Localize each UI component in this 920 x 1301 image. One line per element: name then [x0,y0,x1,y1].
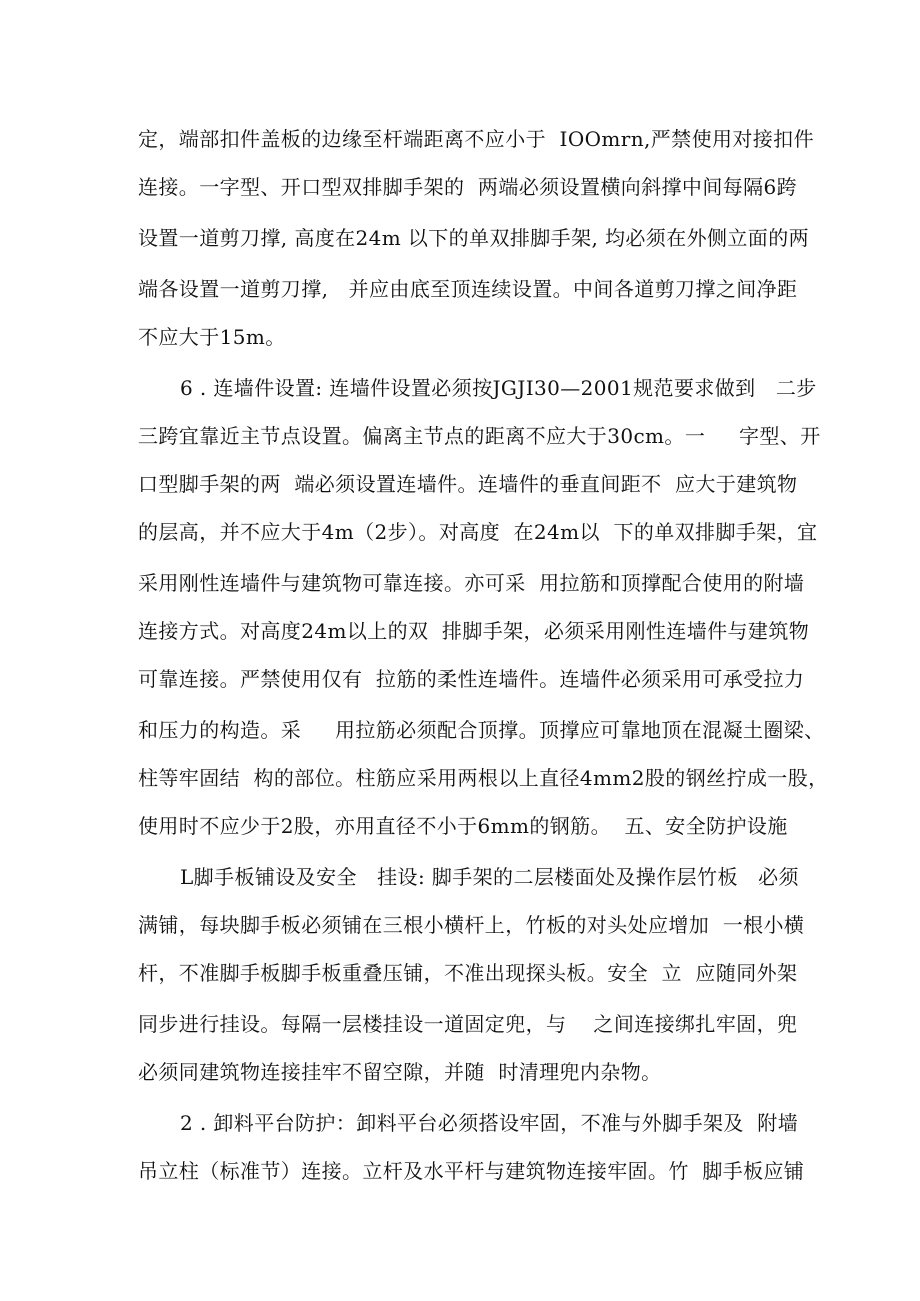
text-line: 三跨宜靠近主节点设置。偏离主节点的距离不应大于30cm。一 字型、开 [138,424,821,448]
text-line: 定，端部扣件盖板的边缘至杆端距离不应小于 IOOmrn,严禁使用对接扣件 [138,127,814,151]
paragraph-start-line: 6 . 连墙件设置: 连墙件设置必须按JGJI30—2001规范要求做到 二步 [180,376,817,400]
text-line: 杆，不准脚手板脚手板重叠压铺，不准出现探头板。安全 立 应随同外架 [138,961,798,985]
text-line: 可靠连接。严禁使用仅有 拉筋的柔性连墙件。连墙件必须采用可承受拉力 [138,667,805,691]
text-line: 吊立柱（标准节）连接。立杆及水平杆与建筑物连接牢固。竹 脚手板应铺 [138,1159,805,1183]
text-line: 使用时不应少于2股，亦用直径不小于6mm的钢筋。 五、安全防护设施 [138,814,788,838]
paragraph-start-line: L脚手板铺设及安全 挂设: 脚手架的二层楼面处及操作层竹板 必须 [180,865,799,889]
text-line: 满铺，每块脚手板必须铺在三根小横杆上，竹板的对头处应增加 一根小横 [138,913,805,937]
text-line: 连接方式。对高度24m以上的双 排脚手架，必须采用刚性连墙件与建筑物 [138,619,810,643]
paragraph-start-line: 2 . 卸料平台防护：卸料平台必须搭设牢固，不准与外脚手架及 附墙 [180,1111,799,1135]
text-line: 不应大于15m。 [138,325,286,349]
text-line: 口型脚手架的两 端必须设置连墙件。连墙件的垂直间距不 应大于建筑物 [138,472,798,496]
text-line: 采用刚性连墙件与建筑物可靠连接。亦可采 用拉筋和顶撑配合使用的附墙 [138,571,805,595]
text-line: 端各设置一道剪刀撑, 并应由底至顶连续设置。中间各道剪刀撑之间净距 [138,277,798,301]
text-line: 的层高，并不应大于4m（2步）。对高度 在24m以 下的单双排脚手架，宜 [138,520,818,544]
text-line: 设置一道剪刀撑, 高度在24m 以下的单双排脚手架, 均必须在外侧立面的两 [138,226,810,250]
text-line: 柱等牢固结 构的部位。柱筋应采用两根以上直径4mm2股的钢丝拧成一股， [138,766,829,790]
text-line: 连接。一字型、开口型双排脚手架的 两端必须设置横向斜撑中间每隔6跨 [138,175,798,199]
text-line: 和压力的构造。采 用拉筋必须配合顶撑。顶撑应可靠地顶在混凝土圈梁、 [138,718,825,742]
text-line: 同步进行挂设。每隔一层楼挂设一道固定兜，与 之间连接绑扎牢固，兜 [138,1012,798,1036]
text-line: 必须同建筑物连接挂牢不留空隙，并随 时清理兜内杂物。 [138,1060,662,1084]
